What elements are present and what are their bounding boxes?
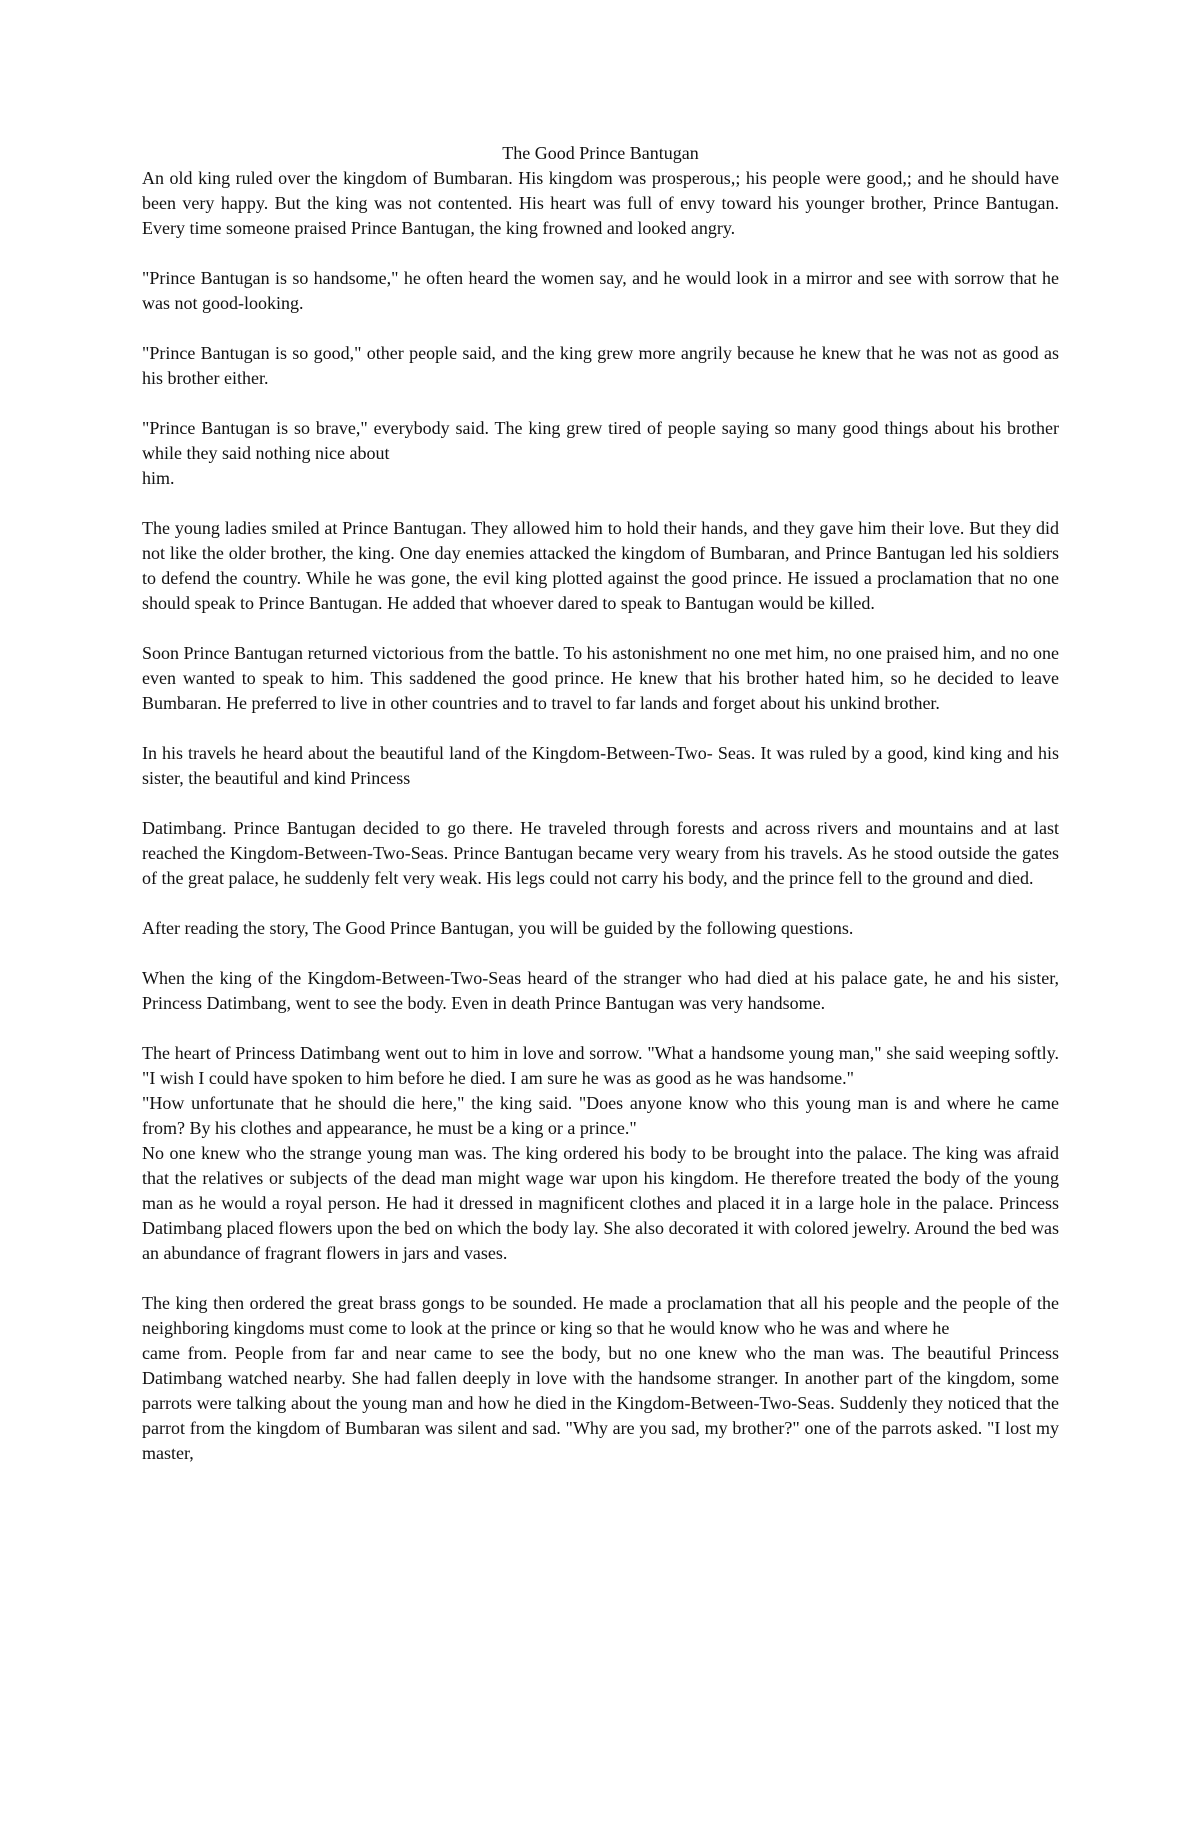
document-page bbox=[142, 141, 1059, 1466]
paragraph-12: "How unfortunate that he should die here," the king said. "Does anyone know who this young man is and where he came from? By his clothes and appearance, he must be a king or a prince." bbox=[142, 1093, 1059, 1138]
paragraph-gap bbox=[142, 241, 1059, 266]
paragraph-gap bbox=[142, 716, 1059, 741]
paragraph-11: The heart of Princess Datimbang went out to him in love and sorrow. "What a handsome young man," she said weeping softly. "I wish I could have spoken to him before he died. I am sure he was as good as he was handsome." bbox=[142, 1043, 1059, 1088]
paragraph-10: When the king of the Kingdom-Between-Two-Seas heard of the stranger who had died at his palace gate, he and his sister, Princess Datimbang, went to see the body. Even in death Prince Bantugan was very handsome. bbox=[142, 968, 1059, 1013]
paragraph-gap bbox=[142, 1266, 1059, 1291]
paragraph-5: The young ladies smiled at Prince Bantugan. They allowed him to hold their hands, and they gave him their love. But they did not like the older brother, the king. One day enemies attacked the kingdom of Bumbaran, and Prince Bantugan led his soldiers to defend the country. While he was gone, the evil king plotted against the good prince. He issued a proclamation that no one should speak to Prince Bantugan. He added that whoever dared to speak to Bantugan would be killed. bbox=[142, 518, 1059, 613]
paragraph-4: "Prince Bantugan is so brave," everybody said. The king grew tired of people saying so many good things about his brother while they said nothing nice about bbox=[142, 418, 1059, 463]
paragraph-gap bbox=[142, 491, 1059, 516]
paragraph-7: In his travels he heard about the beautiful land of the Kingdom-Between-Two- Seas. It was ruled by a good, kind king and his sister, the beautiful and kind Princess bbox=[142, 743, 1059, 788]
paragraph-13: No one knew who the strange young man was. The king ordered his body to be brought into the palace. The king was afraid that the relatives or subjects of the dead man might wage war upon his kingdom. He therefore treated the body of the young man as he would a royal person. He had it dressed in magnificent clothes and placed it in a large hole in the palace. Princess Datimbang placed flowers upon the bed on which the body lay. She also decorated it with colored jewelry. Around the bed was an abundance of fragrant flowers in jars and vases. bbox=[142, 1143, 1059, 1263]
document-title: The Good Prince Bantugan bbox=[502, 143, 699, 163]
paragraph-9: After reading the story, The Good Prince Bantugan, you will be guided by the following questions. bbox=[142, 918, 854, 938]
paragraph-gap bbox=[142, 941, 1059, 966]
paragraph-gap bbox=[142, 316, 1059, 341]
paragraph-gap bbox=[142, 391, 1059, 416]
paragraph-gap bbox=[142, 791, 1059, 816]
paragraph-2: "Prince Bantugan is so handsome," he often heard the women say, and he would look in a mirror and see with sorrow that he was not good-looking. bbox=[142, 268, 1059, 313]
paragraph-3: "Prince Bantugan is so good," other people said, and the king grew more angrily because he knew that he was not as good as his brother either. bbox=[142, 343, 1059, 388]
paragraph-gap bbox=[142, 616, 1059, 641]
paragraph-8: Datimbang. Prince Bantugan decided to go there. He traveled through forests and across rivers and mountains and at last reached the Kingdom-Between-Two-Seas. Prince Bantugan became very weary from his travels. As he stood outside the gates of the great palace, he suddenly felt very weak. His legs could not carry his body, and the prince fell to the ground and died. bbox=[142, 818, 1059, 888]
paragraph-15: came from. People from far and near came to see the body, but no one knew who the man was. The beautiful Princess Datimbang watched nearby. She had fallen deeply in love with the handsome stranger. In another part of the kingdom, some parrots were talking about the young man and how he died in the Kingdom-Between-Two-Seas. Suddenly they noticed that the parrot from the kingdom of Bumbaran was silent and sad. "Why are you sad, my brother?" one of the parrots asked. "I lost my master, bbox=[142, 1343, 1059, 1463]
paragraph-1: An old king ruled over the kingdom of Bumbaran. His kingdom was prosperous,; his people were good,; and he should have been very happy. But the king was not contented. His heart was full of envy toward his younger brother, Prince Bantugan. Every time someone praised Prince Bantugan, the king frowned and looked angry. bbox=[142, 168, 1059, 238]
paragraph-6: Soon Prince Bantugan returned victorious from the battle. To his astonishment no one met him, no one praised him, and no one even wanted to speak to him. This saddened the good prince. He knew that his brother hated him, so he decided to leave Bumbaran. He preferred to live in other countries and to travel to far lands and forget about his unkind brother. bbox=[142, 643, 1059, 713]
paragraph-4-continuation: him. bbox=[142, 468, 175, 488]
paragraph-gap bbox=[142, 891, 1059, 916]
paragraph-14: The king then ordered the great brass gongs to be sounded. He made a proclamation that all his people and the people of the neighboring kingdoms must come to look at the prince or king so that he would know who he was and where he bbox=[142, 1293, 1059, 1338]
paragraph-gap bbox=[142, 1016, 1059, 1041]
